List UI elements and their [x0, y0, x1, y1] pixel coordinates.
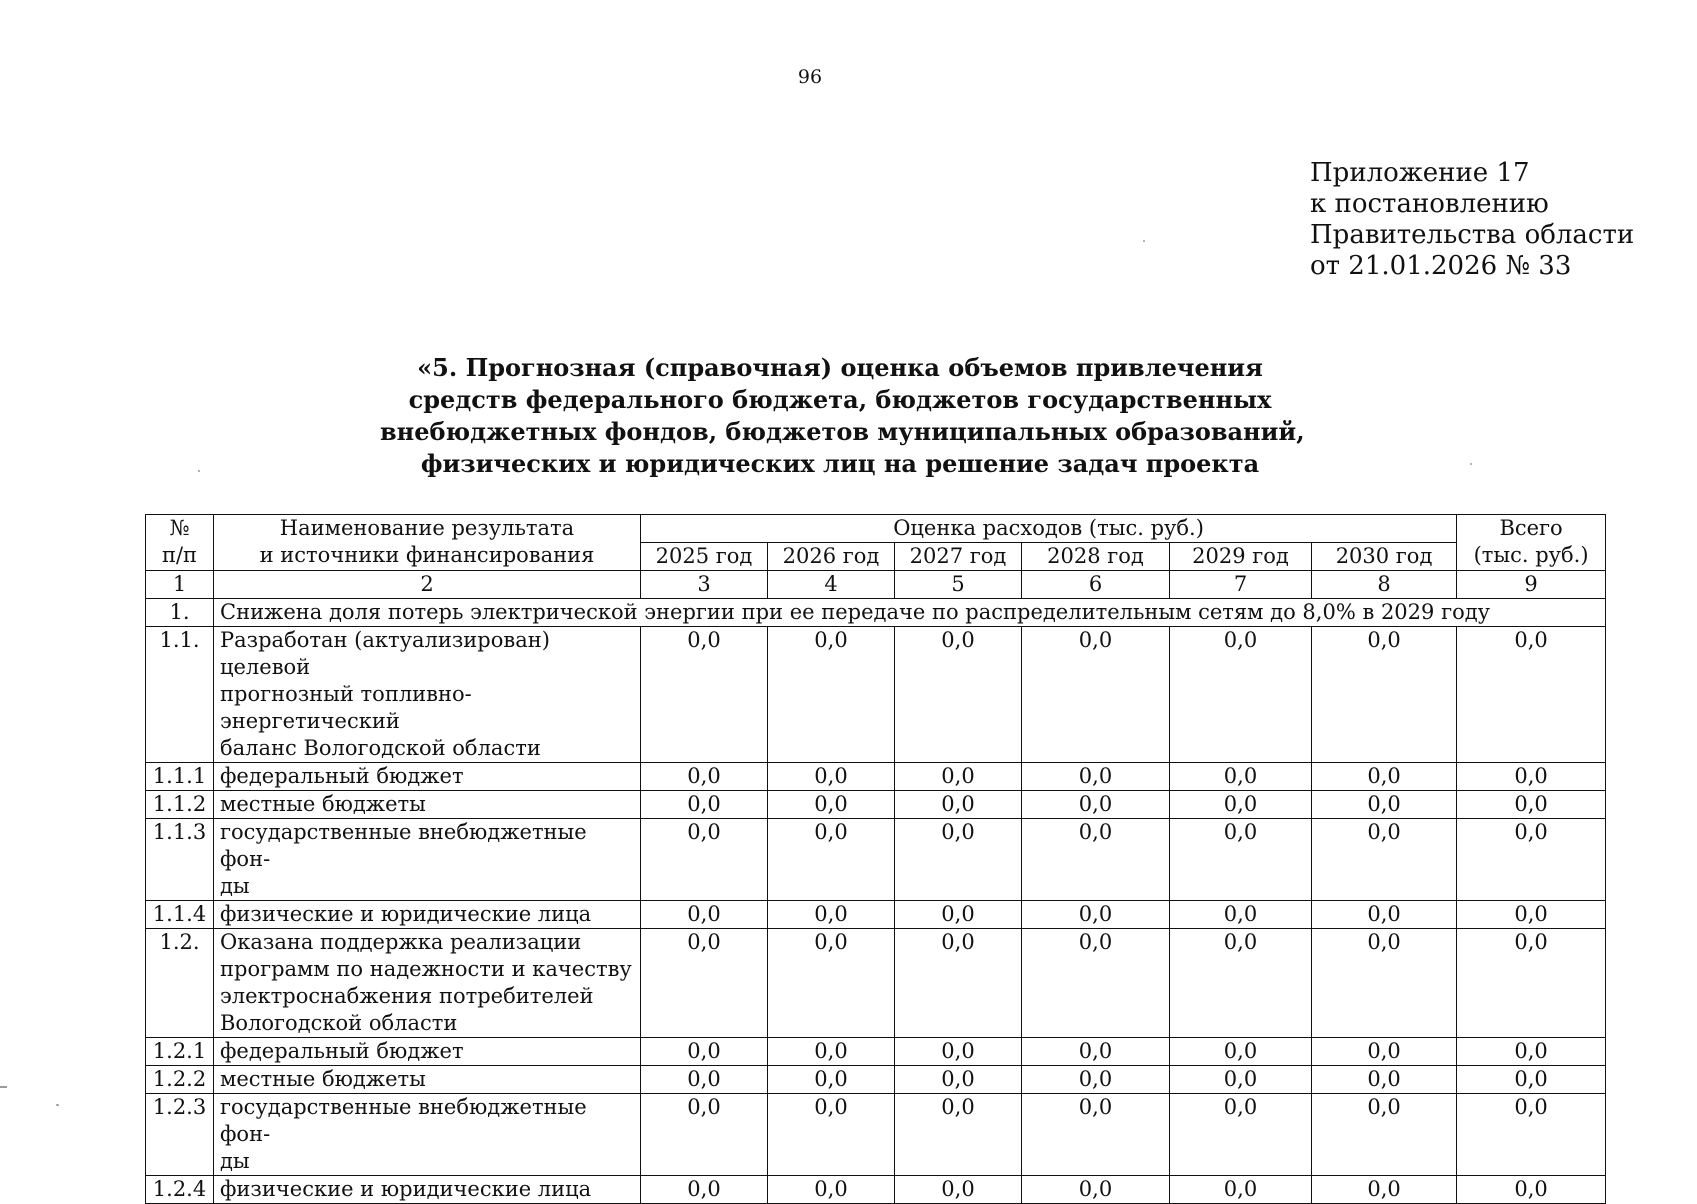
row-name-line: местные бюджеты — [220, 792, 426, 816]
total-cell: 0,0 — [1457, 1176, 1606, 1204]
value-cell: 0,0 — [895, 1176, 1022, 1204]
row-name-line: электроснабжения потребителей — [220, 984, 594, 1008]
table-row — [146, 819, 1606, 901]
row-name-cell — [214, 929, 641, 1038]
row-num-cell: 1.2.4 — [146, 1176, 214, 1204]
header-year-cell: 2026 год — [768, 543, 895, 571]
column-number-cell: 4 — [768, 571, 895, 599]
value-cell: 0,0 — [1170, 901, 1312, 929]
value-cell: 0,0 — [768, 929, 895, 1038]
appendix-block — [1310, 158, 1634, 282]
total-cell: 0,0 — [1457, 819, 1606, 901]
value-cell: 0,0 — [1312, 819, 1457, 901]
appendix-line: Приложение 17 — [1310, 158, 1530, 188]
value-cell: 0,0 — [641, 901, 768, 929]
header-year-cell: 2029 год — [1170, 543, 1312, 571]
value-cell: 0,0 — [895, 627, 1022, 763]
value-cell: 0,0 — [1170, 819, 1312, 901]
value-cell: 0,0 — [641, 929, 768, 1038]
row-name-cell — [214, 763, 641, 791]
value-cell: 0,0 — [1312, 929, 1457, 1038]
scan-speck — [56, 1104, 59, 1106]
column-number-row — [146, 571, 1606, 599]
header-name-line1: Наименование результата — [279, 516, 575, 540]
total-cell: 0,0 — [1457, 1038, 1606, 1066]
funding-table — [145, 514, 1606, 1204]
value-cell: 0,0 — [641, 1094, 768, 1176]
total-cell: 0,0 — [1457, 1094, 1606, 1176]
scan-speck — [1470, 463, 1472, 465]
header-estimate-cell: Оценка расходов (тыс. руб.) — [641, 515, 1457, 543]
value-cell: 0,0 — [1170, 763, 1312, 791]
row-name-line: физические и юридические лица — [220, 902, 592, 926]
value-cell: 0,0 — [1312, 763, 1457, 791]
value-cell: 0,0 — [1022, 627, 1170, 763]
table-row — [146, 1176, 1606, 1204]
row-name-line: федеральный бюджет — [220, 1039, 464, 1063]
value-cell: 0,0 — [768, 819, 895, 901]
row-name-line: Оказана поддержка реализации — [220, 930, 582, 954]
row-name-cell — [214, 901, 641, 929]
value-cell: 0,0 — [641, 627, 768, 763]
total-cell: 0,0 — [1457, 901, 1606, 929]
header-num-line1: № — [169, 516, 190, 540]
row-num-cell: 1.1.1 — [146, 763, 214, 791]
value-cell: 0,0 — [768, 1038, 895, 1066]
value-cell: 0,0 — [768, 1094, 895, 1176]
row-name-cell — [214, 1066, 641, 1094]
total-cell: 0,0 — [1457, 1066, 1606, 1094]
table-row — [146, 901, 1606, 929]
value-cell: 0,0 — [1022, 1176, 1170, 1204]
total-cell: 0,0 — [1457, 929, 1606, 1038]
value-cell: 0,0 — [1022, 791, 1170, 819]
row-num-cell: 1.2.1 — [146, 1038, 214, 1066]
row-name-cell — [214, 1094, 641, 1176]
header-name-cell — [214, 515, 641, 571]
value-cell: 0,0 — [895, 1094, 1022, 1176]
value-cell: 0,0 — [895, 901, 1022, 929]
row-num-cell: 1.1.2 — [146, 791, 214, 819]
value-cell: 0,0 — [1312, 1066, 1457, 1094]
row-name-line: федеральный бюджет — [220, 764, 464, 788]
row-name-line: местные бюджеты — [220, 1067, 426, 1091]
column-number-cell: 7 — [1170, 571, 1312, 599]
section-text-cell: Снижена доля потерь электрической энергии при ее передаче по распределительным сетям до 8,0% в 2029 году — [214, 599, 1606, 627]
value-cell: 0,0 — [1022, 763, 1170, 791]
value-cell: 0,0 — [641, 819, 768, 901]
header-year-cell: 2030 год — [1312, 543, 1457, 571]
value-cell: 0,0 — [1022, 901, 1170, 929]
section-row — [146, 599, 1606, 627]
header-name-line2: и источники финансирования — [259, 543, 595, 567]
header-year-cell: 2025 год — [641, 543, 768, 571]
row-name-cell — [214, 627, 641, 763]
scan-speck — [198, 470, 200, 472]
table-row — [146, 763, 1606, 791]
value-cell: 0,0 — [1312, 901, 1457, 929]
value-cell: 0,0 — [895, 929, 1022, 1038]
value-cell: 0,0 — [1022, 1038, 1170, 1066]
value-cell: 0,0 — [1022, 1066, 1170, 1094]
table-row — [146, 791, 1606, 819]
row-name-line: ды — [220, 1149, 250, 1173]
value-cell: 0,0 — [1022, 819, 1170, 901]
header-total-cell — [1457, 515, 1606, 571]
value-cell: 0,0 — [1312, 791, 1457, 819]
row-name-line: программ по надежности и качеству — [220, 957, 632, 981]
row-num-cell: 1.1.3 — [146, 819, 214, 901]
value-cell: 0,0 — [641, 1176, 768, 1204]
header-row — [146, 515, 1606, 543]
row-name-line: государственные внебюджетные фон- — [220, 820, 587, 871]
row-name-line: Разработан (актуализирован) целевой — [220, 628, 550, 679]
value-cell: 0,0 — [1022, 929, 1170, 1038]
value-cell: 0,0 — [895, 819, 1022, 901]
appendix-line: Правительства области — [1310, 220, 1635, 250]
value-cell: 0,0 — [1170, 1066, 1312, 1094]
total-cell: 0,0 — [1457, 763, 1606, 791]
total-cell: 0,0 — [1457, 627, 1606, 763]
row-num-cell: 1.2. — [146, 929, 214, 1038]
row-name-line: баланс Вологодской области — [220, 736, 541, 760]
column-number-cell: 8 — [1312, 571, 1457, 599]
row-name-cell — [214, 791, 641, 819]
header-num-line2: п/п — [161, 543, 198, 567]
column-number-cell: 2 — [214, 571, 641, 599]
row-num-cell: 1.2.2 — [146, 1066, 214, 1094]
table-row — [146, 627, 1606, 763]
row-num-cell: 1.1.4 — [146, 901, 214, 929]
page-number: 96 — [797, 66, 823, 88]
table-row — [146, 1066, 1606, 1094]
row-name-line: Вологодской области — [220, 1011, 458, 1035]
scan-speck — [1143, 240, 1145, 242]
title-line: средств федерального бюджета, бюджетов государственных — [408, 385, 1272, 414]
row-num-cell: 1.1. — [146, 627, 214, 763]
value-cell: 0,0 — [1170, 627, 1312, 763]
title-line: внебюджетных фондов, бюджетов муниципальных образований, — [380, 417, 1305, 446]
value-cell: 0,0 — [1170, 1176, 1312, 1204]
value-cell: 0,0 — [1170, 1038, 1312, 1066]
value-cell: 0,0 — [768, 791, 895, 819]
value-cell: 0,0 — [768, 1176, 895, 1204]
value-cell: 0,0 — [768, 763, 895, 791]
value-cell: 0,0 — [1312, 627, 1457, 763]
header-year-cell: 2027 год — [895, 543, 1022, 571]
title-line: физических и юридических лиц на решение задач проекта — [420, 449, 1260, 478]
value-cell: 0,0 — [895, 1038, 1022, 1066]
value-cell: 0,0 — [1312, 1038, 1457, 1066]
table-body — [146, 515, 1606, 1204]
row-name-cell — [214, 819, 641, 901]
value-cell: 0,0 — [1170, 791, 1312, 819]
row-name-cell — [214, 1038, 641, 1066]
column-number-cell: 3 — [641, 571, 768, 599]
value-cell: 0,0 — [1312, 1176, 1457, 1204]
section-num-cell: 1. — [146, 599, 214, 627]
table-row — [146, 1038, 1606, 1066]
column-number-cell: 5 — [895, 571, 1022, 599]
value-cell: 0,0 — [1170, 929, 1312, 1038]
section-title — [380, 352, 1305, 480]
value-cell: 0,0 — [641, 1066, 768, 1094]
value-cell: 0,0 — [1170, 1094, 1312, 1176]
header-total-line2: (тыс. руб.) — [1473, 543, 1589, 567]
table-row — [146, 1094, 1606, 1176]
value-cell: 0,0 — [768, 1066, 895, 1094]
appendix-line: к постановлению — [1310, 189, 1549, 219]
row-name-line: прогнозный топливно-энергетический — [220, 682, 472, 733]
row-num-cell: 1.2.3 — [146, 1094, 214, 1176]
scan-speck — [0, 1086, 7, 1088]
row-name-cell — [214, 1176, 641, 1204]
table-row — [146, 929, 1606, 1038]
row-name-line: физические и юридические лица — [220, 1177, 592, 1201]
header-year-cell: 2028 год — [1022, 543, 1170, 571]
total-cell: 0,0 — [1457, 791, 1606, 819]
value-cell: 0,0 — [1022, 1094, 1170, 1176]
value-cell: 0,0 — [895, 763, 1022, 791]
value-cell: 0,0 — [1312, 1094, 1457, 1176]
value-cell: 0,0 — [641, 1038, 768, 1066]
header-num-cell — [146, 515, 214, 571]
title-line: «5. Прогнозная (справочная) оценка объемов привлечения — [417, 353, 1263, 382]
column-number-cell: 9 — [1457, 571, 1606, 599]
value-cell: 0,0 — [641, 763, 768, 791]
appendix-line: от 21.01.2026 № 33 — [1310, 251, 1572, 281]
row-name-line: государственные внебюджетные фон- — [220, 1095, 587, 1146]
value-cell: 0,0 — [895, 1066, 1022, 1094]
value-cell: 0,0 — [895, 791, 1022, 819]
value-cell: 0,0 — [768, 627, 895, 763]
row-name-line: ды — [220, 874, 250, 898]
column-number-cell: 6 — [1022, 571, 1170, 599]
value-cell: 0,0 — [641, 791, 768, 819]
value-cell: 0,0 — [768, 901, 895, 929]
header-total-line1: Всего — [1499, 516, 1563, 540]
column-number-cell: 1 — [146, 571, 214, 599]
